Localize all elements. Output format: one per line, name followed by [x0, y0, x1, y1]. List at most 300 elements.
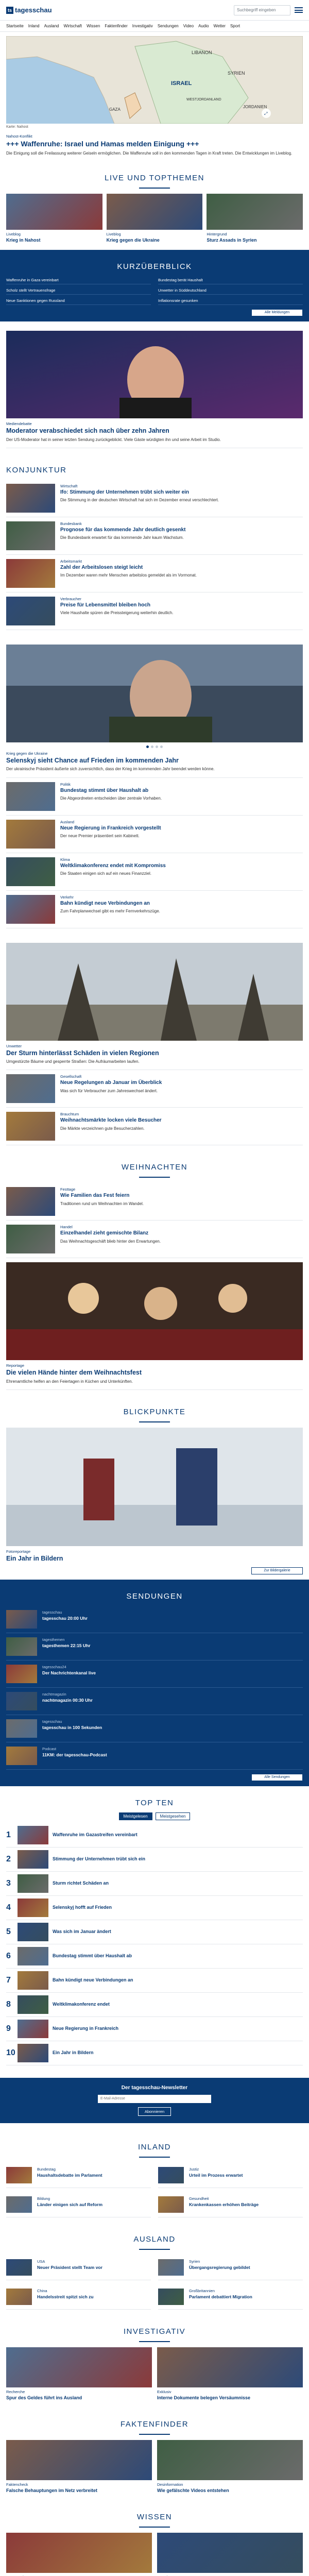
- topten-thumbnail[interactable]: [18, 1874, 48, 1893]
- list-item-text: [42, 1610, 303, 1629]
- list-item-text: [60, 484, 303, 513]
- article-thumbnail[interactable]: [6, 484, 55, 513]
- list-item[interactable]: [6, 1070, 303, 1108]
- list-item-text: [37, 2196, 151, 2213]
- article-thumbnail[interactable]: [6, 782, 55, 811]
- list-item-kicker: tagesthemen: [42, 1637, 65, 1642]
- map-image[interactable]: [6, 36, 303, 124]
- topten-item[interactable]: [6, 1944, 303, 1969]
- konjunktur-section: [0, 453, 309, 635]
- topten-headline[interactable]: Waffenruhe im Gazastreifen vereinbart: [53, 1832, 138, 1838]
- list-item[interactable]: [158, 2284, 303, 2310]
- faktenfinder-list: [6, 2440, 303, 2495]
- list-item[interactable]: [6, 480, 303, 517]
- list-item-headline[interactable]: Weihnachtsmärkte locken viele Besucher: [60, 1117, 162, 1124]
- inland-title: INLAND: [138, 2142, 171, 2151]
- list-item-headline[interactable]: Weltklimakonferenz endet mit Kompromiss: [60, 862, 166, 869]
- big1-teaser: Der ukrainische Präsident äußerte sich zuversichtlich, dass der Krieg im kommenden Jahr beendet werden könne.: [6, 767, 215, 772]
- article-thumbnail[interactable]: [6, 559, 55, 588]
- live-card-headline[interactable]: Krieg gegen die Ukraine: [106, 237, 160, 243]
- list-item-headline[interactable]: Bundestag stimmt über Haushalt ab: [60, 787, 149, 793]
- list-item-text: [42, 1665, 303, 1683]
- grid-card-headline[interactable]: Interne Dokumente belegen Versäumnisse: [157, 2395, 251, 2400]
- list-item[interactable]: [6, 1742, 303, 1770]
- article-thumbnail[interactable]: [6, 2259, 32, 2276]
- feature-kicker: Mediendebatte: [6, 421, 32, 426]
- list-item-text: [60, 559, 303, 588]
- list-item-headline[interactable]: Haushaltsdebatte im Parlament: [37, 2172, 102, 2178]
- kurz-list: [6, 276, 303, 305]
- list-item[interactable]: [6, 1715, 303, 1742]
- list-item[interactable]: [6, 592, 303, 630]
- article-thumbnail[interactable]: [6, 857, 55, 886]
- blickpunkte-image[interactable]: [6, 1428, 303, 1546]
- topten-rank: 2: [6, 1854, 11, 1863]
- article-thumbnail[interactable]: [6, 2289, 32, 2305]
- grid-card-image[interactable]: [6, 2440, 152, 2480]
- list-item[interactable]: [6, 2284, 151, 2310]
- nav-item-8[interactable]: Video: [183, 24, 194, 28]
- list-item[interactable]: [6, 517, 303, 555]
- article-thumbnail[interactable]: [6, 1112, 55, 1141]
- nav-item-6[interactable]: Investigativ: [132, 24, 153, 28]
- list-item-headline[interactable]: nachtmagazin 00:30 Uhr: [42, 1697, 93, 1703]
- article-thumbnail[interactable]: [6, 1610, 37, 1629]
- topten-headline[interactable]: Selenskyj hofft auf Frieden: [53, 1905, 112, 1910]
- topten-headline[interactable]: Bahn kündigt neue Verbindungen an: [53, 1977, 133, 1983]
- list-item-headline[interactable]: Parlament debattiert Migration: [189, 2294, 252, 2299]
- nav-item-10[interactable]: Wetter: [213, 24, 226, 28]
- section-divider: [139, 2249, 170, 2250]
- list-item-kicker: Brauchtum: [60, 1112, 79, 1117]
- article-thumbnail[interactable]: [6, 1665, 37, 1683]
- list-item-kicker: Großbritannien: [189, 2288, 215, 2293]
- article-thumbnail[interactable]: [6, 1225, 55, 1253]
- list-item-headline[interactable]: 11KM: der tagesschau-Podcast: [42, 1752, 107, 1757]
- list-item[interactable]: [158, 2255, 303, 2280]
- list-item-text: [37, 2259, 151, 2276]
- topten-rank: 4: [6, 1903, 11, 1912]
- list-item-teaser: Die Staaten einigen sich auf ein neues Finanzziel.: [60, 871, 151, 876]
- list-item-kicker: Bildung: [37, 2196, 50, 2201]
- inland-section: [0, 2130, 309, 2223]
- big2-headline[interactable]: Der Sturm hinterlässt Schäden in vielen Regionen: [6, 1049, 159, 1057]
- topten-thumbnail[interactable]: [18, 1923, 48, 1941]
- list-item[interactable]: [6, 853, 303, 891]
- list-item-teaser: Was sich für Verbraucher zum Jahreswechsel ändert.: [60, 1088, 158, 1093]
- list-item[interactable]: [6, 891, 303, 928]
- weihnachten-section: [0, 1150, 309, 1395]
- map-label: ISRAEL: [171, 80, 192, 87]
- search-input[interactable]: Suchbegriff eingeben: [234, 5, 290, 15]
- article-thumbnail[interactable]: [158, 2259, 184, 2276]
- topten-thumbnail[interactable]: [18, 1899, 48, 1917]
- section-divider: [139, 2341, 170, 2342]
- topten-item[interactable]: [6, 2041, 303, 2065]
- list-item-kicker: Justiz: [189, 2166, 199, 2172]
- grid-card[interactable]: [157, 2347, 303, 2402]
- map-caption: Karte: Nahost: [6, 125, 28, 129]
- list-item-kicker: nachtmagazin: [42, 1691, 66, 1697]
- grid-card-kicker: Exklusiv: [157, 2389, 171, 2394]
- list-item-headline[interactable]: Neue Regierung in Frankreich vorgestellt: [60, 825, 161, 831]
- topten-thumbnail[interactable]: [18, 1850, 48, 1869]
- list-item-headline[interactable]: Einzelhandel zieht gemischte Bilanz: [60, 1230, 149, 1236]
- big1-article[interactable]: [6, 640, 303, 778]
- tab-meistgesehen[interactable]: Meistgesehen: [156, 1812, 191, 1820]
- grid-card-headline[interactable]: Wie gefälschte Videos entstehen: [157, 2488, 229, 2494]
- big2-article[interactable]: [6, 939, 303, 1071]
- article-thumbnail[interactable]: [6, 597, 55, 625]
- list-item-text: [42, 1637, 303, 1656]
- list-item-kicker: Festtage: [60, 1187, 76, 1192]
- list-item-headline[interactable]: Handelsstreit spitzt sich zu: [37, 2294, 94, 2299]
- topten-item[interactable]: [6, 1848, 303, 1872]
- topten-rank: 6: [6, 1951, 11, 1960]
- feature-image-graphic: [6, 331, 303, 418]
- list-item[interactable]: [6, 1108, 303, 1145]
- topten-thumbnail[interactable]: [18, 1971, 48, 1990]
- section-divider: [139, 1421, 170, 1422]
- topten-headline[interactable]: Ein Jahr in Bildern: [53, 2050, 94, 2056]
- site-header: [0, 0, 309, 21]
- topten-headline[interactable]: Neue Regierung in Frankreich: [53, 2026, 119, 2031]
- topten-item[interactable]: [6, 1969, 303, 1993]
- konjunktur-title: KONJUNKTUR: [6, 465, 67, 474]
- list-item[interactable]: [6, 1606, 303, 1633]
- list-item-kicker: Verkehr: [60, 894, 74, 900]
- top-story-headline[interactable]: +++ Waffenruhe: Israel und Hamas melden Einigung +++: [6, 140, 199, 148]
- topten-thumbnail[interactable]: [18, 1826, 48, 1844]
- nav-item-11[interactable]: Sport: [230, 24, 241, 28]
- list-item-kicker: Wirtschaft: [60, 483, 78, 488]
- list-item-headline[interactable]: Der Nachrichtenkanal live: [42, 1670, 96, 1675]
- newsletter-email-input[interactable]: E-Mail-Adresse: [98, 2095, 211, 2103]
- big2-section: [0, 934, 309, 1151]
- article-thumbnail[interactable]: [6, 820, 55, 849]
- article-thumbnail[interactable]: [6, 895, 55, 924]
- topten-list: [6, 1823, 303, 2065]
- live-section: [0, 161, 309, 250]
- list-item-headline[interactable]: tagesschau 20:00 Uhr: [42, 1615, 88, 1621]
- topten-rank: 5: [6, 1927, 11, 1936]
- list-item-text: [37, 2289, 151, 2305]
- map-graphic: [6, 36, 303, 124]
- big2-teaser: Umgestürzte Bäume und gesperrte Straßen: Die Aufräumarbeiten laufen.: [6, 1059, 140, 1064]
- topten-item[interactable]: [6, 1823, 303, 1848]
- list-item-kicker: China: [37, 2288, 47, 2293]
- newsletter-subscribe-button[interactable]: Abonnieren: [138, 2107, 171, 2116]
- article-thumbnail[interactable]: [6, 1187, 55, 1216]
- list-item-teaser: Die Stimmung in der deutschen Wirtschaft hat sich im Dezember erneut verschlechtert.: [60, 498, 219, 503]
- grid-card-image[interactable]: [157, 2533, 303, 2573]
- top-story-teaser: Die Einigung soll die Freilassung weiterer Geiseln ermöglichen. Die Waffenruhe soll in den kommenden Tagen in Kraft treten. Die Entwicklungen im Liveblog.: [6, 150, 293, 156]
- list-item[interactable]: [6, 2192, 151, 2217]
- feature-headline[interactable]: Moderator verabschiedet sich nach über zehn Jahren: [6, 427, 169, 434]
- live-card-kicker: Liveblog: [6, 231, 21, 236]
- menu-icon[interactable]: [295, 7, 303, 13]
- kurz-item[interactable]: Scholz stellt Vertrauensfrage: [6, 286, 151, 295]
- main-navigation: [0, 21, 309, 32]
- newsletter-box: [0, 2078, 309, 2123]
- grid-card[interactable]: [6, 2533, 152, 2576]
- map-label: LIBANON: [192, 50, 212, 55]
- faktenfinder-section: [0, 2408, 309, 2500]
- feature-article[interactable]: [6, 327, 303, 448]
- weihnachten-list: [6, 1183, 303, 1258]
- topten-item[interactable]: [6, 1872, 303, 1896]
- svg-text:⤢: ⤢: [264, 111, 268, 116]
- list-item-teaser: Die Abgeordneten entscheiden über zentrale Vorhaben.: [60, 796, 162, 801]
- feature-image[interactable]: [6, 331, 303, 418]
- list-item-text: [60, 895, 303, 924]
- list-item[interactable]: [158, 2163, 303, 2188]
- blickpunkte-title: BLICKPUNKTE: [123, 1408, 186, 1417]
- section-divider: [139, 188, 170, 189]
- live-card-image[interactable]: [207, 194, 303, 230]
- kurz-item[interactable]: Inflationsrate gesunken: [158, 297, 303, 305]
- feature-section: [0, 321, 309, 453]
- list-item-kicker: Podcast: [42, 1746, 57, 1751]
- list-item-headline[interactable]: Krankenkassen erhöhen Beiträge: [189, 2201, 259, 2207]
- live-card-kicker: Liveblog: [106, 231, 121, 236]
- topten-item[interactable]: [6, 1993, 303, 2017]
- article-thumbnail[interactable]: [6, 1719, 37, 1738]
- list-item-kicker: tagesschau24: [42, 1664, 66, 1669]
- live-card[interactable]: [6, 194, 102, 245]
- nav-item-9[interactable]: Audio: [198, 24, 209, 28]
- article-thumbnail[interactable]: [6, 2167, 32, 2183]
- weihnachten-big-kicker: Reportage: [6, 1363, 25, 1368]
- article-thumbnail[interactable]: [6, 1074, 55, 1103]
- map-label: JORDANIEN: [243, 105, 267, 109]
- kurz-item[interactable]: Waffenruhe in Gaza vereinbart: [6, 276, 151, 284]
- map-label: WESTJORDANLAND: [186, 98, 221, 101]
- logo[interactable]: [6, 6, 52, 14]
- article-thumbnail[interactable]: [6, 1692, 37, 1710]
- kurz-item[interactable]: Unwetter in Süddeutschland: [158, 286, 303, 295]
- article-thumbnail[interactable]: [158, 2196, 184, 2213]
- nav-item-1[interactable]: Inland: [28, 24, 40, 28]
- grid-card-kicker: Faktencheck: [6, 2482, 28, 2487]
- list-item[interactable]: [6, 1633, 303, 1660]
- list-item-headline[interactable]: Neuer Präsident stellt Team vor: [37, 2264, 102, 2270]
- list-item-text: [189, 2259, 303, 2276]
- topten-headline[interactable]: Was sich im Januar ändert: [53, 1929, 111, 1935]
- list-item[interactable]: [6, 2255, 151, 2280]
- big1-image[interactable]: [6, 645, 303, 742]
- list-item-teaser: Die Märkte verzeichnen gute Besucherzahlen.: [60, 1126, 145, 1131]
- weihnachten-big-headline[interactable]: Die vielen Hände hinter dem Weihnachtsfest: [6, 1369, 142, 1377]
- grid-card-headline[interactable]: Falsche Behauptungen im Netz verbreitet: [6, 2488, 98, 2494]
- list-item[interactable]: [6, 1688, 303, 1715]
- weihnachten-big-image[interactable]: [6, 1262, 303, 1360]
- list-item-headline[interactable]: Zahl der Arbeitslosen steigt leicht: [60, 564, 143, 570]
- blickpunkte-section: [0, 1395, 309, 1580]
- article-thumbnail[interactable]: [6, 2196, 32, 2213]
- list-item-headline[interactable]: Wie Familien das Fest feiern: [60, 1193, 130, 1199]
- live-card-headline[interactable]: Sturz Assads in Syrien: [207, 237, 257, 243]
- grid-card[interactable]: [6, 2347, 152, 2402]
- list-item-headline[interactable]: tagesthemen 22:15 Uhr: [42, 1642, 91, 1648]
- list-item-text: [60, 782, 303, 811]
- list-item-text: [42, 1692, 303, 1710]
- list-item-headline[interactable]: Übergangsregierung gebildet: [189, 2264, 250, 2270]
- list-item-teaser: Das Weihnachtsgeschäft blieb hinter den Erwartungen.: [60, 1239, 161, 1244]
- list-item-headline[interactable]: Urteil im Prozess erwartet: [189, 2172, 243, 2178]
- section-divider: [139, 2527, 170, 2528]
- big1-headline[interactable]: Selenskyj sieht Chance auf Frieden im kommenden Jahr: [6, 756, 179, 764]
- list-item[interactable]: [6, 1221, 303, 1258]
- list-item[interactable]: [6, 2163, 151, 2188]
- live-cards: [6, 194, 303, 245]
- list-item-text: [37, 2167, 151, 2183]
- topten-thumbnail[interactable]: [18, 1947, 48, 1965]
- list-item-headline[interactable]: Preise für Lebensmittel bleiben hoch: [60, 602, 151, 608]
- kurz-more-button[interactable]: Alle Meldungen: [251, 309, 303, 316]
- ausland-list: [6, 2255, 303, 2310]
- live-card[interactable]: [107, 194, 203, 245]
- list-item-kicker: tagesschau: [42, 1609, 62, 1615]
- article-list: [6, 778, 303, 928]
- grid-card-image[interactable]: [6, 2347, 152, 2387]
- grid-card-image[interactable]: [157, 2440, 303, 2480]
- list-item[interactable]: [6, 816, 303, 853]
- blickpunkte-image-graphic: [6, 1428, 303, 1546]
- list-item-kicker: Verbraucher: [60, 596, 81, 601]
- topten-rank: 9: [6, 2024, 11, 2033]
- list-item-text: [60, 521, 303, 550]
- topten-headline[interactable]: Bundestag stimmt über Haushalt ab: [53, 1953, 132, 1959]
- nav-item-2[interactable]: Ausland: [44, 24, 59, 28]
- list-item-teaser: Zum Fahrplanwechsel gibt es mehr Fernverkehrszüge.: [60, 909, 160, 914]
- list-item[interactable]: [6, 1183, 303, 1221]
- top-story[interactable]: [0, 129, 309, 161]
- topten-item[interactable]: [6, 1920, 303, 1944]
- map-label: GAZA: [109, 107, 121, 112]
- list-item[interactable]: [6, 555, 303, 592]
- list-item-headline[interactable]: Neue Regelungen ab Januar im Überblick: [60, 1080, 162, 1086]
- live-card-headline[interactable]: Krieg in Nahost: [6, 237, 41, 243]
- newsletter-title: Der tagesschau-Newsletter: [121, 2084, 188, 2091]
- article-thumbnail[interactable]: [158, 2289, 184, 2305]
- blickpunkte-headline[interactable]: Ein Jahr in Bildern: [6, 1555, 63, 1563]
- list-item-kicker: Bundesbank: [60, 521, 82, 526]
- blickpunkte-kicker: Fotoreportage: [6, 1549, 31, 1554]
- big1-section: [0, 635, 309, 934]
- article-thumbnail[interactable]: [6, 1637, 37, 1656]
- topten-headline[interactable]: Weltklimakonferenz endet: [53, 2002, 110, 2007]
- tab-meistgelesen[interactable]: Meistgelesen: [119, 1812, 152, 1820]
- nav-item-0[interactable]: Startseite: [6, 24, 24, 28]
- topten-rank: 3: [6, 1878, 11, 1888]
- live-card-image[interactable]: [107, 194, 203, 230]
- list-item-text: [60, 1112, 303, 1141]
- topten-section: [0, 1786, 309, 2071]
- list-item-text: [60, 1225, 303, 1253]
- investigativ-title: INVESTIGATIV: [123, 2327, 186, 2336]
- grid-card-image[interactable]: [157, 2347, 303, 2387]
- topten-headline[interactable]: Sturm richtet Schäden an: [53, 1880, 109, 1886]
- list-item-kicker: Ausland: [60, 819, 75, 824]
- article-list: [6, 1070, 303, 1145]
- list-item-headline[interactable]: Prognose für das kommende Jahr deutlich gesenkt: [60, 527, 186, 533]
- grid-card-kicker: Desinformation: [157, 2482, 183, 2487]
- nav-item-5[interactable]: Faktenfinder: [105, 24, 128, 28]
- wissen-title: WISSEN: [136, 2513, 173, 2522]
- wissen-list: [6, 2533, 303, 2576]
- sendungen-more-button[interactable]: Alle Sendungen: [251, 1774, 303, 1781]
- topten-item[interactable]: [6, 2017, 303, 2041]
- list-item[interactable]: [6, 778, 303, 816]
- grid-card[interactable]: [157, 2440, 303, 2495]
- topten-item[interactable]: [6, 1896, 303, 1920]
- topten-thumbnail[interactable]: [18, 2044, 48, 2062]
- list-item-text: [189, 2289, 303, 2305]
- section-divider: [139, 2434, 170, 2435]
- grid-card[interactable]: [157, 2533, 303, 2576]
- inland-list: [6, 2163, 303, 2217]
- carousel-dots[interactable]: [6, 745, 303, 748]
- logo-text: tagesschau: [15, 6, 52, 14]
- list-item-text: [60, 857, 303, 886]
- article-thumbnail[interactable]: [6, 1747, 37, 1765]
- topten-headline[interactable]: Stimmung der Unternehmen trübt sich ein: [53, 1856, 146, 1862]
- live-card-image[interactable]: [6, 194, 102, 230]
- live-card[interactable]: [207, 194, 303, 245]
- list-item-text: [42, 1747, 303, 1765]
- topten-rank: 8: [6, 1999, 11, 2009]
- list-item-headline[interactable]: Länder einigen sich auf Reform: [37, 2201, 103, 2207]
- map-label: SYRIEN: [228, 71, 245, 76]
- article-thumbnail[interactable]: [6, 521, 55, 550]
- grid-card-image[interactable]: [6, 2533, 152, 2573]
- topten-thumbnail[interactable]: [18, 1995, 48, 2014]
- nav-item-3[interactable]: Wirtschaft: [63, 24, 82, 28]
- blickpunkte-more-button[interactable]: Zur Bildergalerie: [251, 1567, 303, 1574]
- wissen-section: [0, 2500, 309, 2576]
- list-item-text: [60, 1074, 303, 1103]
- list-item-headline[interactable]: Ifo: Stimmung der Unternehmen trübt sich weiter ein: [60, 489, 190, 495]
- big2-image-graphic: [6, 943, 303, 1041]
- sendungen-list: [6, 1606, 303, 1770]
- article-thumbnail[interactable]: [158, 2167, 184, 2183]
- big2-image[interactable]: [6, 943, 303, 1041]
- list-item-headline[interactable]: Bahn kündigt neue Verbindungen an: [60, 900, 150, 906]
- grid-card[interactable]: [6, 2440, 152, 2495]
- section-divider: [139, 2157, 170, 2158]
- kurz-item[interactable]: Bundestag berät Haushalt: [158, 276, 303, 284]
- feature-teaser: Der US-Moderator hat in seiner letzten Sendung zurückgeblickt. Viele Gäste würdigten ihn und seine Arbeit im Studio.: [6, 437, 221, 442]
- grid-card-kicker: Recherche: [6, 2389, 25, 2394]
- logo-mark: ts: [6, 7, 13, 14]
- list-item[interactable]: [158, 2192, 303, 2217]
- list-item-text: [42, 1719, 303, 1738]
- topten-rank: 1: [6, 1830, 11, 1839]
- grid-card-headline[interactable]: Spur des Geldes führt ins Ausland: [6, 2395, 82, 2400]
- live-card-kicker: Hintergrund: [207, 231, 227, 236]
- nav-item-7[interactable]: Sendungen: [157, 24, 179, 28]
- weihnachten-big-article[interactable]: [6, 1258, 303, 1390]
- list-item-text: [60, 820, 303, 849]
- list-item-headline[interactable]: tagesschau in 100 Sekunden: [42, 1724, 102, 1730]
- topten-thumbnail[interactable]: [18, 2020, 48, 2038]
- kurz-item[interactable]: Neue Sanktionen gegen Russland: [6, 297, 151, 305]
- list-item-kicker: Klima: [60, 857, 70, 862]
- list-item[interactable]: [6, 1660, 303, 1688]
- nav-item-4[interactable]: Wissen: [87, 24, 100, 28]
- list-item-kicker: tagesschau: [42, 1719, 62, 1724]
